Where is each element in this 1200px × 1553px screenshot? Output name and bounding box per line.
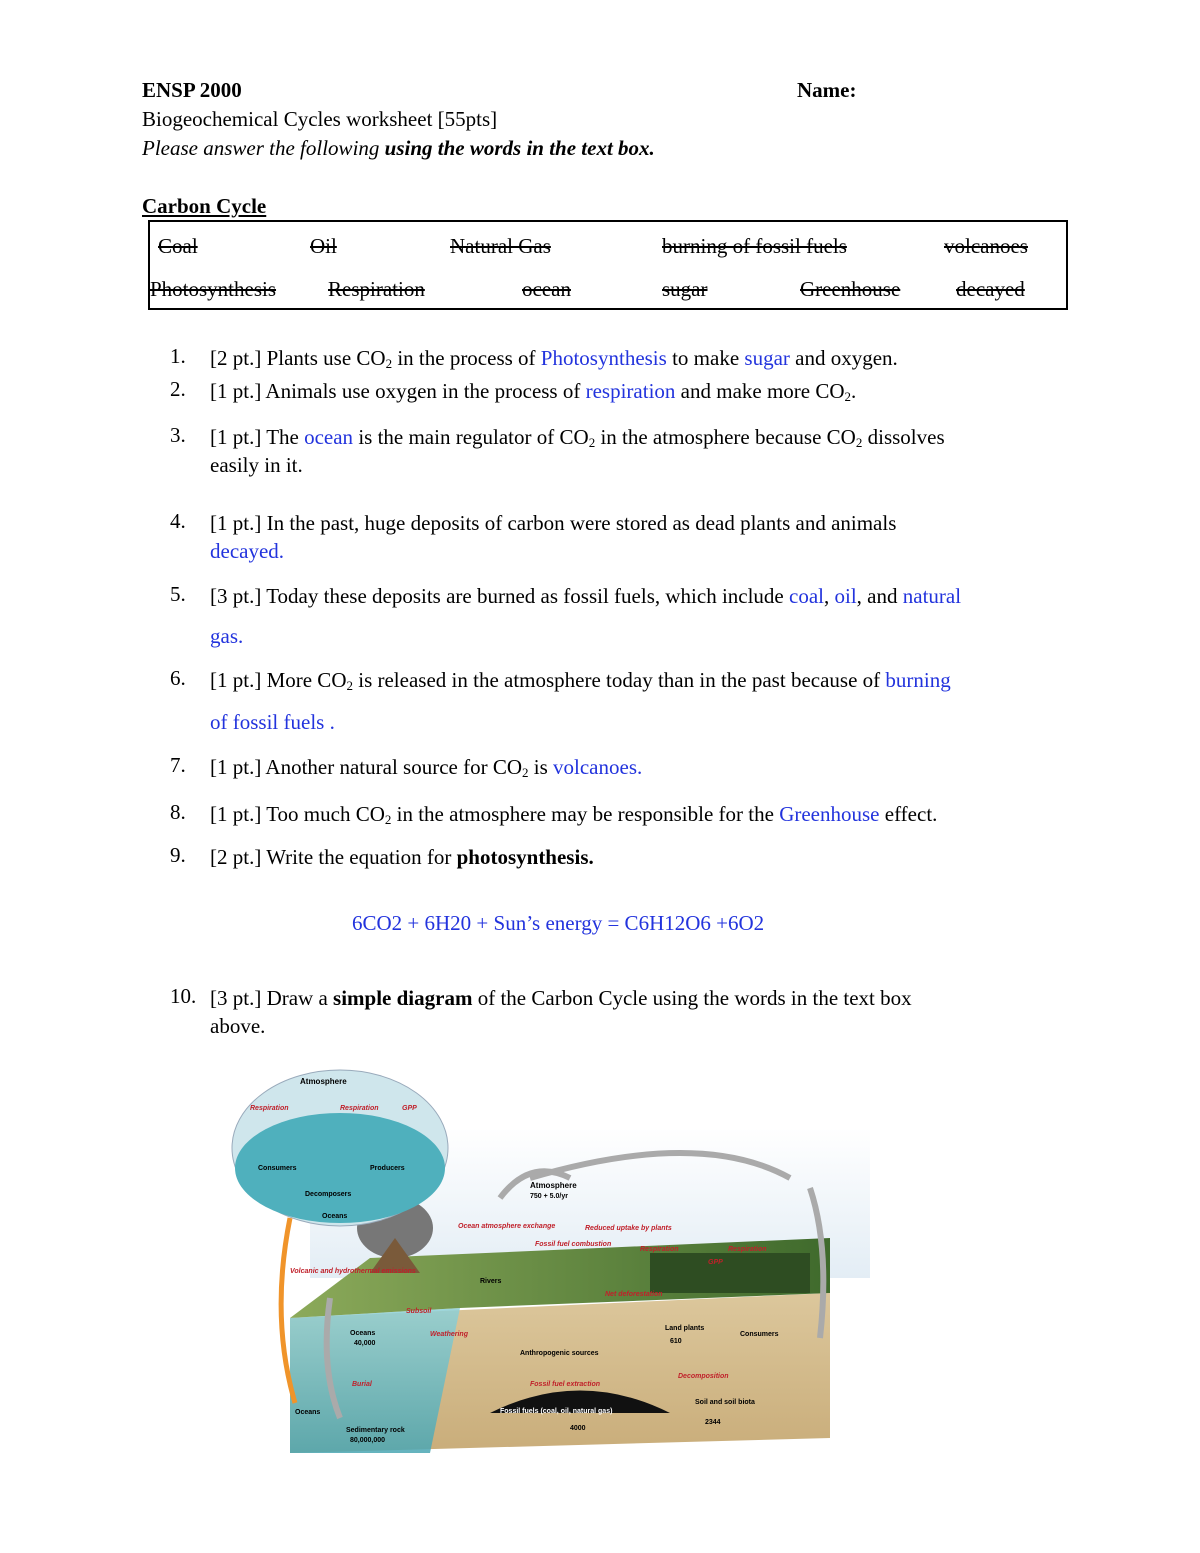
answer-text: decayed.: [210, 539, 285, 563]
answer-text: sugar: [744, 346, 790, 370]
inset-label: Respiration: [250, 1105, 289, 1112]
subscript: 2: [385, 356, 393, 371]
question-number: 5.: [170, 582, 186, 606]
question-number: 3.: [170, 423, 186, 447]
section-title: Carbon Cycle: [142, 194, 267, 218]
answer-text: burning: [885, 668, 951, 692]
question-text: [3 pt.] Today these deposits are burned as fossil fuels, which include: [210, 584, 790, 608]
word-box: [148, 220, 1068, 310]
inset-label: Atmosphere: [300, 1077, 347, 1086]
respiration2-label: Respiration: [728, 1246, 767, 1253]
answer-text: coal: [789, 584, 824, 608]
answer-text: Greenhouse: [779, 802, 880, 826]
question-text: .: [851, 379, 857, 403]
word-greenhouse: Greenhouse: [800, 277, 901, 301]
subscript: 2: [844, 389, 852, 404]
oceans-value: 40,000: [354, 1340, 376, 1347]
ocean-exchange-label: Ocean atmosphere exchange: [458, 1223, 556, 1230]
deforestation-label: Net deforestation: [605, 1291, 663, 1298]
question-text: and make more CO: [675, 379, 845, 403]
question-text: is: [528, 755, 554, 779]
subscript: 2: [588, 435, 596, 450]
question-number: 9.: [170, 843, 186, 867]
instructions-plain: Please answer the following: [142, 136, 385, 160]
answer-text: volcanoes.: [553, 755, 643, 779]
question-text: [3 pt.] Draw a: [210, 986, 334, 1010]
rivers-label: Rivers: [480, 1278, 502, 1285]
question-number: 6.: [170, 666, 186, 690]
question-text: , and: [856, 584, 903, 608]
question-text: ,: [824, 584, 835, 608]
reduced-uptake-label: Reduced uptake by plants: [585, 1225, 672, 1232]
question-text: [1 pt.] Too much CO: [210, 802, 385, 826]
worksheet-title: Biogeochemical Cycles worksheet [55pts]: [142, 107, 498, 131]
word-ocean: ocean: [522, 277, 571, 301]
volcanic-label: Volcanic and hydrothermal emissions: [290, 1268, 416, 1275]
inset-label: Decomposers: [305, 1191, 352, 1198]
answer-text: gas.: [210, 624, 244, 648]
instructions-bold: using the words in the text box.: [384, 136, 655, 160]
question-bold: photosynthesis.: [456, 845, 594, 869]
course-title: ENSP 2000: [142, 78, 242, 102]
subscript: 2: [346, 678, 353, 693]
answer-text: .: [324, 710, 335, 734]
question-text: [2 pt.] Write the equation for: [210, 845, 457, 869]
fossil-combustion-label: Fossil fuel combustion: [535, 1241, 612, 1248]
answer-text: Photosynthesis: [540, 346, 667, 370]
question-number: 4.: [170, 509, 186, 533]
word-volcanoes: volcanoes: [944, 234, 1028, 258]
answer-text: natural: [902, 584, 962, 608]
land-plants-label: Land plants: [665, 1325, 705, 1332]
word-respiration: Respiration: [328, 277, 425, 301]
oceans-label: Oceans: [350, 1330, 376, 1337]
question-text: is released in the atmosphere today than in the past because of: [352, 668, 886, 692]
atmosphere-value: 750 + 5.0/yr: [530, 1193, 568, 1200]
forest: [650, 1253, 810, 1293]
question-number: 2.: [170, 377, 186, 401]
answer-text: of fossil fuels: [210, 710, 325, 734]
word-coal: Coal: [158, 234, 198, 258]
question-text: is the main regulator of CO: [353, 425, 589, 449]
question-text: above.: [210, 1014, 266, 1038]
question-text: [1 pt.] Animals use oxygen in the process of: [210, 379, 586, 403]
fossil-fuels-value: 4000: [570, 1425, 586, 1432]
subscript: 2: [384, 812, 392, 827]
question-number: 7.: [170, 753, 186, 777]
question-number: 1.: [170, 344, 186, 368]
weathering-label: Weathering: [430, 1331, 468, 1338]
sedimentary-label: Sedimentary rock: [346, 1427, 405, 1434]
question-text: [1 pt.] The: [210, 425, 305, 449]
word-oil: Oil: [310, 234, 337, 258]
question-text: [1 pt.] In the past, huge deposits of carbon were stored as dead plants and animals: [210, 511, 897, 535]
question-number: 8.: [170, 800, 186, 824]
subscript: 2: [522, 765, 529, 780]
sedimentary-value: 80,000,000: [350, 1437, 386, 1444]
inset-label: Oceans: [322, 1213, 348, 1220]
photosynthesis-equation: 6CO2 + 6H20 + Sun’s energy = C6H12O6 +6O2: [352, 911, 765, 935]
question-text: [1 pt.] Another natural source for CO: [210, 755, 522, 779]
word-sugar: sugar: [662, 277, 708, 301]
question-text: in the process of: [392, 346, 541, 370]
inset-label: GPP: [402, 1105, 417, 1112]
oceans-lower-label: Oceans: [295, 1409, 321, 1416]
word-decayed: decayed: [956, 277, 1025, 301]
consumers-label: Consumers: [740, 1331, 779, 1338]
inset-label: Respiration: [340, 1105, 379, 1112]
fossil-fuels-label: Fossil fuels (coal, oil, natural gas): [500, 1408, 613, 1415]
fossil-extraction-label: Fossil fuel extraction: [530, 1381, 601, 1388]
land-plants-value: 610: [670, 1338, 682, 1345]
answer-text: oil: [834, 584, 857, 608]
atmosphere-label: Atmosphere: [530, 1181, 577, 1190]
question-text: effect.: [879, 802, 938, 826]
instructions: [142, 136, 655, 161]
question-text: to make: [666, 346, 745, 370]
question-text: in the atmosphere may be responsible for the: [391, 802, 780, 826]
question-bold: simple diagram: [333, 986, 473, 1010]
gpp-label: GPP: [708, 1259, 723, 1266]
inset-label: Consumers: [258, 1165, 297, 1172]
respiration-label: Respiration: [640, 1246, 679, 1253]
question-number: 10.: [170, 984, 197, 1008]
question-text: in the atmosphere because CO: [595, 425, 856, 449]
word-photosynthesis: Photosynthesis: [150, 277, 277, 301]
question-text: dissolves: [862, 425, 945, 449]
subscript: 2: [855, 435, 863, 450]
word-natural-gas: Natural Gas: [450, 234, 551, 258]
carbon-cycle-diagram: [230, 1068, 870, 1453]
word-burning-fossil-fuels: burning of fossil fuels: [662, 234, 847, 258]
burial-label: Burial: [352, 1381, 372, 1388]
soil-value: 2344: [705, 1419, 721, 1426]
soil-label: Soil and soil biota: [695, 1399, 755, 1406]
question-text: of the Carbon Cycle using the words in the text box: [472, 986, 912, 1010]
question-text: [2 pt.] Plants use CO: [210, 346, 386, 370]
answer-text: respiration: [585, 379, 676, 403]
question-text: and oxygen.: [789, 346, 898, 370]
question-text: easily in it.: [210, 453, 303, 477]
subsoil-label: Subsoil: [406, 1308, 432, 1315]
decomposition-label: Decomposition: [678, 1373, 729, 1380]
answer-text: ocean: [304, 425, 354, 449]
inset-label: Producers: [370, 1165, 405, 1172]
question-text: [1 pt.] More CO: [210, 668, 347, 692]
name-label: Name:: [797, 78, 857, 102]
anthropogenic-label: Anthropogenic sources: [520, 1350, 599, 1357]
